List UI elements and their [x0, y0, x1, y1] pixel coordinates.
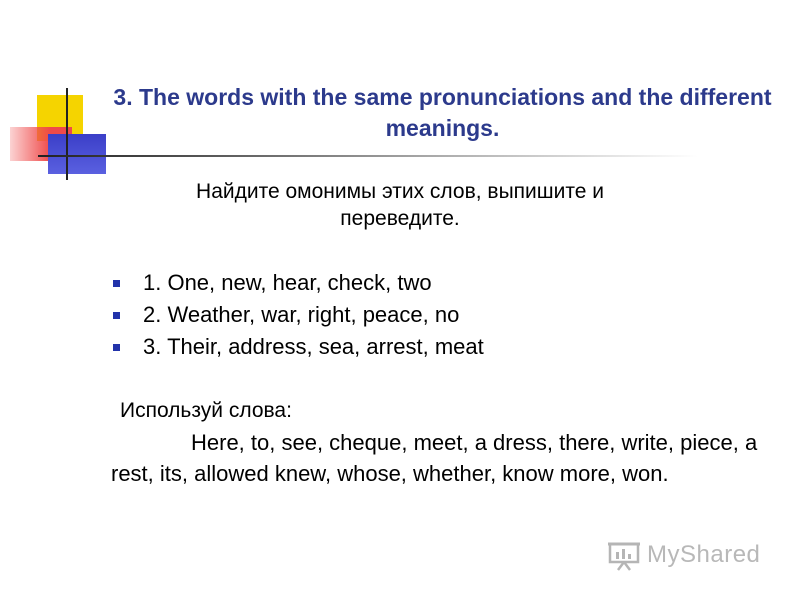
bullet-square-icon — [113, 280, 120, 287]
list-item-text: 3. Their, address, sea, arrest, meat — [143, 334, 484, 359]
use-words-text: Here, to, see, cheque, meet, a dress, there, write, piece, a rest, its, allowed knew, whose, whether, know more, won. — [111, 430, 758, 486]
list-item — [113, 299, 673, 331]
bullet-square-icon — [113, 344, 120, 351]
list-item — [113, 267, 673, 299]
title-underline — [38, 155, 698, 157]
use-words-label: Используй слова: — [120, 399, 292, 422]
list-item-text: 2. Weather, war, right, peace, no — [143, 302, 460, 327]
presentation-board-icon — [607, 538, 641, 572]
list-item-text: 1. One, new, hear, check, two — [143, 270, 432, 295]
watermark-text: MyShared — [647, 541, 761, 568]
list-item — [113, 331, 673, 363]
slide-title: 3. The words with the same pronunciations and the different meanings. — [113, 84, 772, 141]
decor-blue-square — [48, 134, 106, 174]
watermark — [607, 535, 760, 575]
instruction-text: Найдите омонимы этих слов, выпишите и переведите. — [196, 180, 604, 230]
word-list — [113, 267, 673, 363]
bullet-square-icon — [113, 312, 120, 319]
decor-vertical-line — [66, 88, 68, 180]
